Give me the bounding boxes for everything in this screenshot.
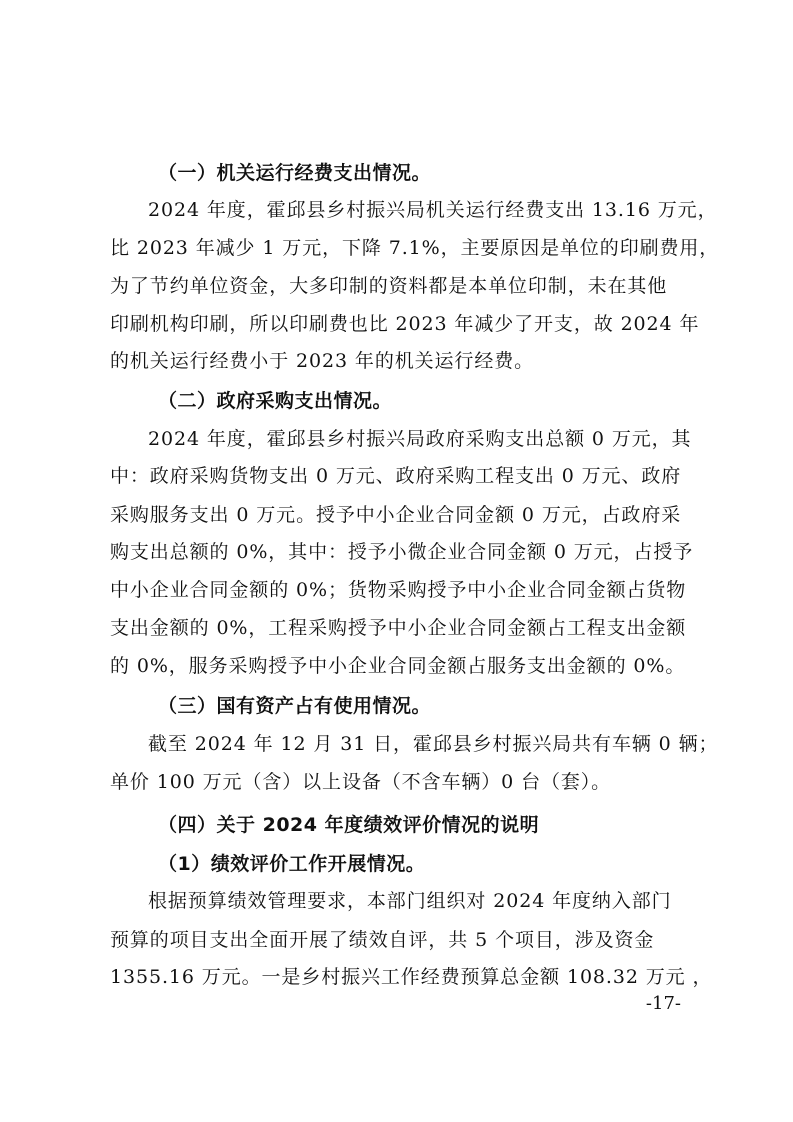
section-2-line: 2024 年度，霍邱县乡村振兴局政府采购支出总额 0 万元，其 <box>148 428 692 450</box>
section-2-line: 支出金额的 0%，工程采购授予中小企业合同金额占工程支出金额 <box>110 617 687 639</box>
section-3-line: 单价 100 万元（含）以上设备（不含车辆）0 台（套）。 <box>110 771 612 793</box>
section-3-line: 截至 2024 年 12 月 31 日，霍邱县乡村振兴局共有车辆 0 辆； <box>148 733 719 755</box>
section-2-line: 中小企业合同金额的 0%；货物采购授予中小企业合同金额占货物 <box>110 579 687 601</box>
section-4-line: 1355.16 万元。一是乡村振兴工作经费预算总金额 108.32 万元 ， <box>110 966 713 988</box>
section-4-heading: （四）关于 2024 年度绩效评价情况的说明 <box>158 814 540 836</box>
page-number: -17- <box>645 993 681 1014</box>
section-1-line: 印刷机构印刷，所以印刷费也比 2023 年减少了开支，故 2024 年 <box>110 313 700 335</box>
section-4-line: 根据预算绩效管理要求，本部门组织对 2024 年度纳入部门 <box>148 890 672 912</box>
section-1-line: 比 2023 年减少 1 万元，下降 7.1%，主要原因是单位的印刷费用， <box>110 237 720 259</box>
section-2-heading: （二）政府采购支出情况。 <box>158 390 393 412</box>
section-1-heading: （一）机关运行经费支出情况。 <box>158 162 432 184</box>
section-2-line: 的 0%，服务采购授予中小企业合同金额占服务支出金额的 0%。 <box>110 655 686 677</box>
section-4-line: 预算的项目支出全面开展了绩效自评，共 5 个项目，涉及资金 <box>110 929 655 951</box>
section-3-heading: （三）国有资产占有使用情况。 <box>158 695 432 717</box>
section-1-line: 为了节约单位资金，大多印制的资料都是本单位印制，未在其他 <box>110 275 668 297</box>
section-4-subheading: （1）绩效评价工作开展情况。 <box>158 853 426 875</box>
section-2-line: 中：政府采购货物支出 0 万元、政府采购工程支出 0 万元、政府 <box>110 465 682 487</box>
section-1-line: 2024 年度，霍邱县乡村振兴局机关运行经费支出 13.16 万元， <box>148 199 718 221</box>
section-2-line: 购支出总额的 0%，其中：授予小微企业合同金额 0 万元，占授予 <box>110 541 694 563</box>
section-2-line: 采购服务支出 0 万元。授予中小企业合同金额 0 万元，占政府采 <box>110 504 682 526</box>
section-1-line: 的机关运行经费小于 2023 年的机关运行经费。 <box>110 350 535 372</box>
